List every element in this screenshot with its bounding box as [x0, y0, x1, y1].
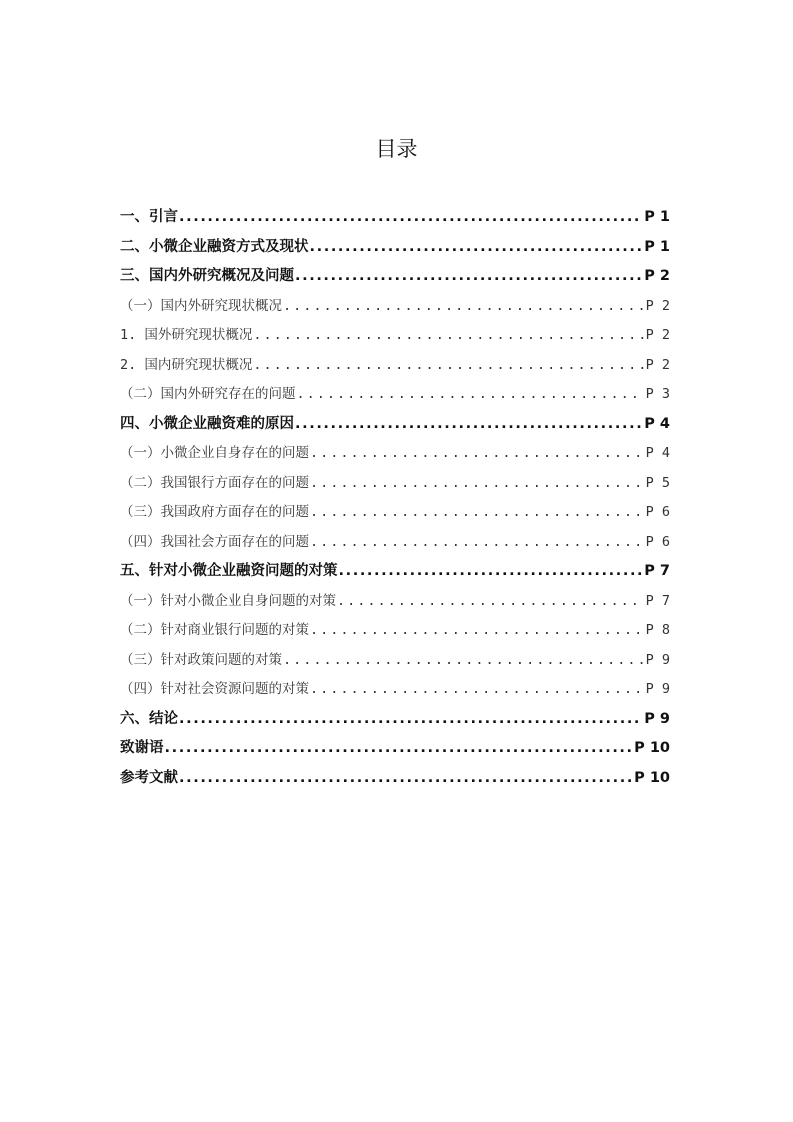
toc-entry-label: （一）小微企业自身存在的问题: [120, 445, 309, 461]
toc-entry-references[interactable]: [120, 764, 670, 794]
toc-dot-leader: [253, 321, 643, 351]
toc-page-number: P 3: [645, 386, 670, 402]
table-of-contents: [120, 203, 670, 793]
toc-entry-label: 1. 国外研究现状概况: [120, 327, 253, 343]
toc-entry-label: （三）我国政府方面存在的问题: [120, 504, 309, 520]
toc-entry-countermeasures[interactable]: [120, 557, 670, 587]
toc-entry-label: 一、引言: [120, 209, 178, 225]
toc-entry-financing-methods[interactable]: [120, 233, 670, 263]
toc-entry-label: 参考文献: [120, 769, 178, 786]
toc-entry-label: （四）针对社会资源问题的对策: [120, 681, 309, 697]
toc-entry-label: （二）针对商业银行问题的对策: [120, 622, 309, 638]
toc-page-number: P 5: [645, 474, 670, 491]
toc-dot-leader: [283, 646, 644, 676]
toc-entry-label: （二）我国银行方面存在的问题: [120, 474, 309, 491]
toc-dot-leader: [310, 498, 644, 528]
toc-entry-foreign-research[interactable]: [120, 321, 670, 351]
toc-page-number: P 2: [645, 297, 670, 314]
toc-entry-enterprise-countermeasures[interactable]: [120, 587, 670, 617]
toc-dot-leader: [253, 351, 643, 381]
toc-page-number: P 10: [634, 740, 670, 756]
toc-page-number: P 4: [645, 445, 670, 461]
toc-dot-leader: [310, 469, 644, 499]
toc-page-number: P 7: [644, 563, 670, 579]
toc-entry-label: 四、小微企业融资难的原因: [120, 415, 294, 432]
toc-entry-label: 三、国内外研究概况及问题: [120, 268, 294, 284]
toc-dot-leader: [295, 262, 642, 292]
toc-entry-conclusion[interactable]: [120, 705, 670, 735]
toc-entry-label: （四）我国社会方面存在的问题: [120, 533, 309, 550]
toc-entry-label: （二）国内外研究存在的问题: [120, 386, 296, 402]
toc-dot-leader: [310, 233, 643, 263]
toc-entry-research-problems[interactable]: [120, 380, 670, 410]
toc-entry-label: 五、针对小微企业融资问题的对策: [120, 563, 338, 579]
toc-page-number: P 10: [634, 769, 670, 786]
toc-entry-label: （一）针对小微企业自身问题的对策: [120, 592, 336, 609]
toc-entry-label: 六、结论: [120, 710, 178, 727]
toc-page-number: P 8: [645, 622, 670, 638]
toc-entry-label: 二、小微企业融资方式及现状: [120, 238, 309, 255]
toc-entry-government-problems[interactable]: [120, 498, 670, 528]
toc-page-number: P 2: [645, 327, 670, 343]
toc-page-number: P 1: [644, 238, 670, 255]
toc-page-number: P 2: [645, 356, 670, 373]
toc-page-number: P 9: [645, 681, 670, 697]
toc-entry-label: （三）针对政策问题的对策: [120, 651, 282, 668]
toc-dot-leader: [310, 439, 644, 469]
toc-entry-acknowledgements[interactable]: [120, 734, 670, 764]
toc-entry-research-overview[interactable]: [120, 262, 670, 292]
toc-page-number: P 6: [645, 504, 670, 520]
toc-page-number: P 1: [644, 209, 670, 225]
toc-entry-research-status[interactable]: [120, 292, 670, 322]
toc-dot-leader: [283, 292, 644, 322]
toc-entry-intro[interactable]: [120, 203, 670, 233]
toc-dot-leader: [337, 587, 644, 617]
toc-page-number: P 9: [645, 651, 670, 668]
toc-dot-leader: [165, 734, 633, 764]
toc-dot-leader: [310, 616, 644, 646]
toc-entry-bank-problems[interactable]: [120, 469, 670, 499]
toc-dot-leader: [179, 203, 642, 233]
toc-page-number: P 9: [644, 710, 670, 727]
toc-page-number: P 6: [645, 533, 670, 550]
toc-dot-leader: [297, 380, 644, 410]
toc-page-number: P 4: [644, 415, 670, 432]
toc-entry-social-countermeasures[interactable]: [120, 675, 670, 705]
toc-entry-label: 致谢语: [120, 740, 164, 756]
toc-page-number: P 7: [645, 592, 670, 609]
toc-entry-label: （一）国内外研究现状概况: [120, 297, 282, 314]
toc-entry-enterprise-problems[interactable]: [120, 439, 670, 469]
toc-title: 目录: [375, 137, 418, 161]
toc-entry-domestic-research[interactable]: [120, 351, 670, 381]
toc-dot-leader: [339, 557, 643, 587]
toc-page-number: P 2: [644, 268, 670, 284]
toc-entry-bank-countermeasures[interactable]: [120, 616, 670, 646]
toc-dot-leader: [310, 675, 644, 705]
toc-entry-financing-causes[interactable]: [120, 410, 670, 440]
toc-entry-society-problems[interactable]: [120, 528, 670, 558]
toc-entry-label: 2. 国内研究现状概况: [120, 356, 253, 373]
toc-dot-leader: [295, 410, 642, 440]
toc-dot-leader: [179, 705, 642, 735]
toc-dot-leader: [310, 528, 644, 558]
toc-dot-leader: [179, 764, 632, 794]
toc-entry-policy-countermeasures[interactable]: [120, 646, 670, 676]
